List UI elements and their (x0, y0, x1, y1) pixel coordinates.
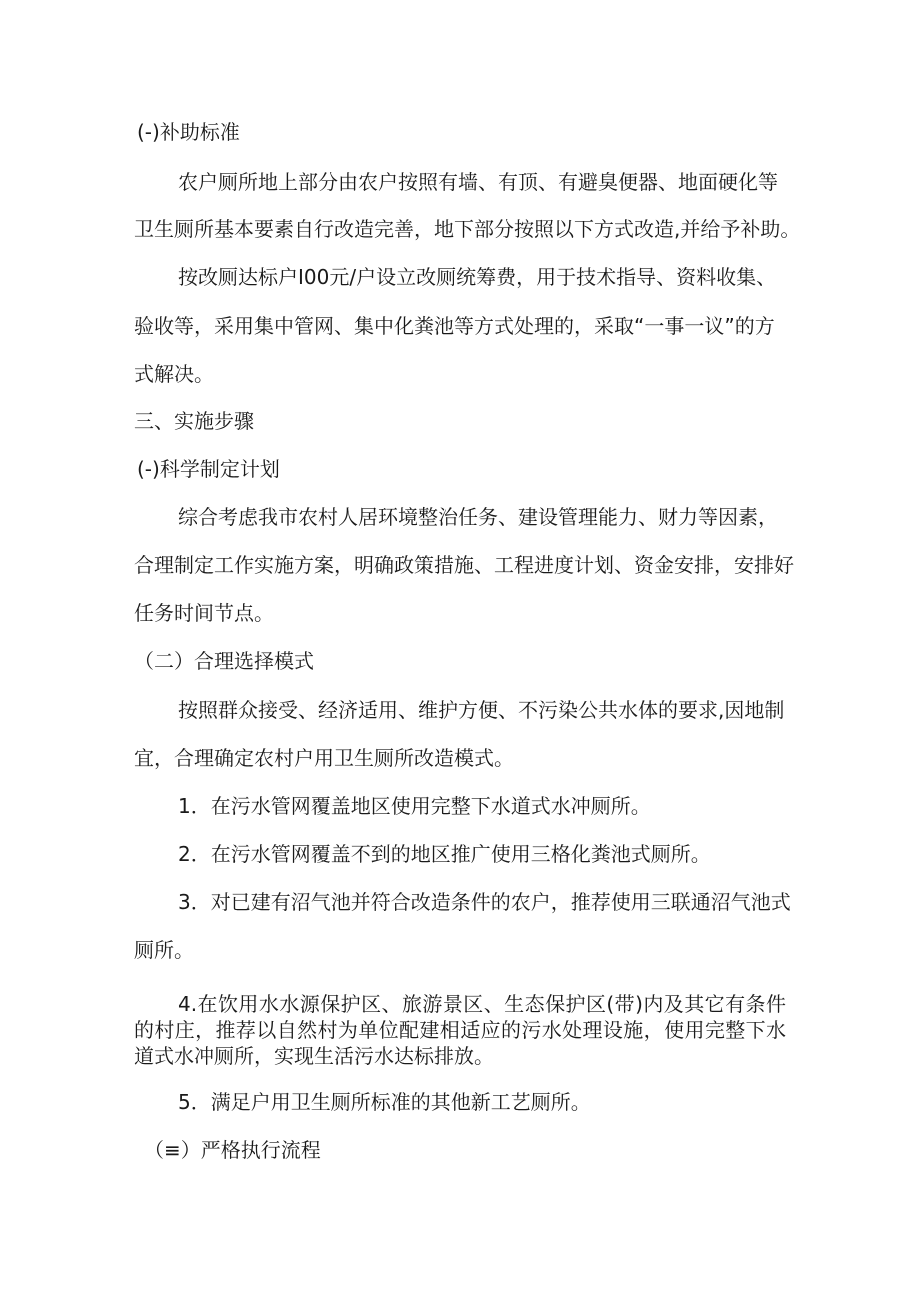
list-item-5: 5．满足户用卫生厕所标准的其他新工艺厕所。 (178, 1090, 591, 1114)
subsidy-paragraph-2-line-2: 验收等，采用集中管网、集中化粪池等方式处理的，采取“一事一议”的方 (134, 314, 775, 338)
plan-paragraph-line-1: 综合考虑我市农村人居环境整治任务、建设管理能力、财力等因素， (178, 505, 778, 529)
list-item-2: 2．在污水管网覆盖不到的地区推广使用三格化粪池式厕所。 (178, 842, 711, 866)
subsidy-heading: (-)补助标准 (137, 120, 240, 144)
mode-paragraph-line-1: 按照群众接受、经济适用、维护方便、不污染公共水体的要求,因地制 (178, 698, 785, 722)
list-item-1: 1．在污水管网覆盖地区使用完整下水道式水冲厕所。 (178, 794, 651, 818)
subsidy-paragraph-2-line-3: 式解决。 (134, 362, 214, 386)
subsidy-paragraph-1-line-2: 卫生厕所基本要素自行改造完善，地下部分按照以下方式改造,并给予补助。 (134, 217, 801, 241)
mode-paragraph-line-2: 宜，合理确定农村户用卫生厕所改造模式。 (134, 746, 514, 770)
plan-paragraph-line-2: 合理制定工作实施方案，明确政策措施、工程进度计划、资金安排，安排好 (134, 553, 794, 577)
subsidy-paragraph-2-line-1: 按改厕达标户I00元/户设立改厕统筹费，用于技术指导、资料收集、 (178, 265, 777, 289)
list-item-3-line-2: 厕所。 (134, 938, 194, 962)
steps-heading: 三、实施步骤 (134, 409, 254, 433)
plan-heading: (-)科学制定计划 (137, 457, 280, 481)
mode-heading: （二）合理选择模式 (134, 649, 314, 673)
process-heading: （≡）严格执行流程 (144, 1138, 321, 1162)
plan-paragraph-line-3: 任务时间节点。 (134, 601, 274, 625)
list-item-4: 4.在饮用水水源保护区、旅游景区、生态保护区(带)内及其它有条件的村庄，推荐以自然村为单位配建相适应的污水处理设施，使用完整下水道式水冲厕所，实现生活污水达标排放。 (134, 992, 786, 1068)
list-item-3-line-1: 3．对已建有沼气池并符合改造条件的农户，推荐使用三联通沼气池式 (178, 890, 791, 914)
subsidy-paragraph-1-line-1: 农户厕所地上部分由农户按照有墙、有顶、有避臭便器、地面硬化等 (178, 170, 778, 194)
